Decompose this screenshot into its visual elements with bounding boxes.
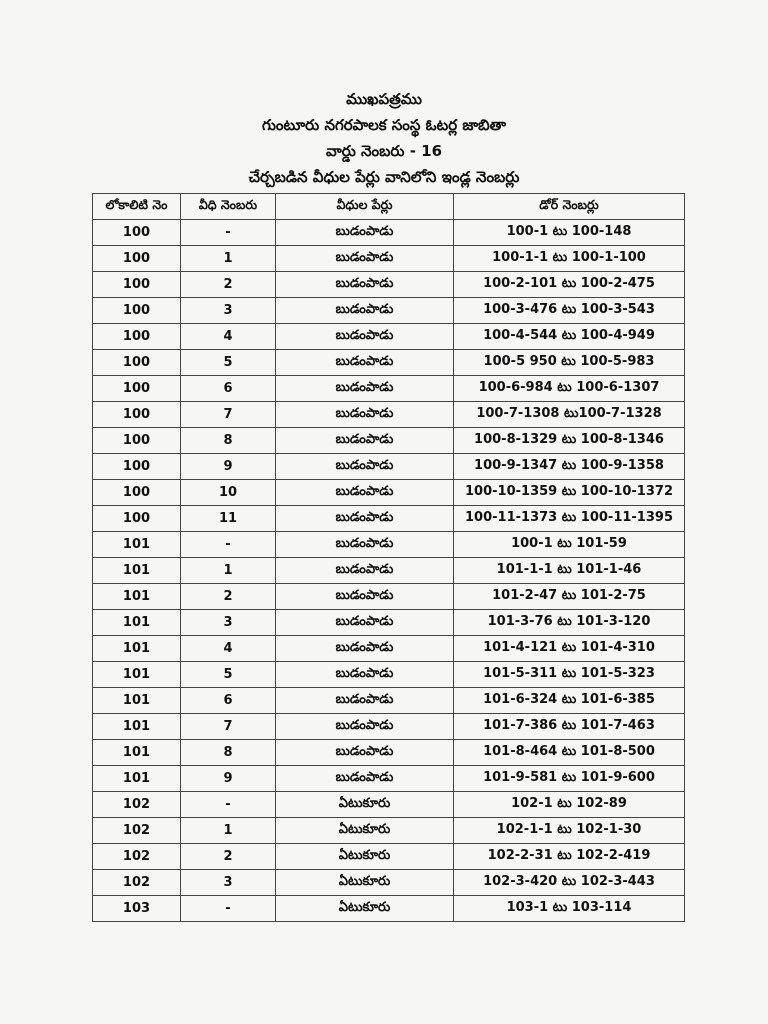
street-number-cell: 2 — [181, 584, 276, 610]
locality-cell: 103 — [93, 896, 181, 922]
street-name-cell: బుడంపాడు — [276, 298, 454, 324]
street-name-cell: బుడంపాడు — [276, 688, 454, 714]
table-row — [93, 506, 685, 532]
locality-cell: 100 — [93, 246, 181, 272]
door-numbers-cell: 102-3-420 టు 102-3-443 — [454, 870, 685, 896]
locality-cell: 102 — [93, 792, 181, 818]
street-number-cell: 5 — [181, 350, 276, 376]
door-numbers-cell: 100-1-1 టు 100-1-100 — [454, 246, 685, 272]
door-numbers-cell: 101-6-324 టు 101-6-385 — [454, 688, 685, 714]
table-row — [93, 844, 685, 870]
door-numbers-cell: 100-5 950 టు 100-5-983 — [454, 350, 685, 376]
street-name-cell: బుడంపాడు — [276, 714, 454, 740]
table-row — [93, 792, 685, 818]
door-numbers-cell: 100-1 టు 100-148 — [454, 220, 685, 246]
street-number-cell: 11 — [181, 506, 276, 532]
locality-cell: 100 — [93, 506, 181, 532]
street-number-cell: 1 — [181, 246, 276, 272]
door-numbers-cell: 100-8-1329 టు 100-8-1346 — [454, 428, 685, 454]
street-name-cell: బుడంపాడు — [276, 766, 454, 792]
locality-cell: 100 — [93, 402, 181, 428]
door-numbers-cell: 100-6-984 టు 100-6-1307 — [454, 376, 685, 402]
table-row — [93, 662, 685, 688]
locality-cell: 100 — [93, 428, 181, 454]
street-number-cell: 9 — [181, 454, 276, 480]
locality-cell: 101 — [93, 688, 181, 714]
street-name-cell: బుడంపాడు — [276, 272, 454, 298]
table-row — [93, 766, 685, 792]
table-row — [93, 454, 685, 480]
street-name-cell: బుడంపాడు — [276, 376, 454, 402]
street-name-cell: బుడంపాడు — [276, 584, 454, 610]
table-row — [93, 532, 685, 558]
locality-cell: 100 — [93, 272, 181, 298]
table-row — [93, 818, 685, 844]
door-numbers-cell: 101-5-311 టు 101-5-323 — [454, 662, 685, 688]
street-name-cell: బుడంపాడు — [276, 480, 454, 506]
street-number-cell: 8 — [181, 428, 276, 454]
door-numbers-cell: 101-3-76 టు 101-3-120 — [454, 610, 685, 636]
table-row — [93, 714, 685, 740]
door-numbers-cell: 101-9-581 టు 101-9-600 — [454, 766, 685, 792]
door-numbers-cell: 101-4-121 టు 101-4-310 — [454, 636, 685, 662]
street-name-cell: బుడంపాడు — [276, 454, 454, 480]
street-number-cell: - — [181, 792, 276, 818]
street-name-cell: బుడంపాడు — [276, 740, 454, 766]
street-number-cell: 7 — [181, 714, 276, 740]
table-row — [93, 376, 685, 402]
street-number-cell: 9 — [181, 766, 276, 792]
locality-cell: 101 — [93, 636, 181, 662]
door-numbers-cell: 102-1 టు 102-89 — [454, 792, 685, 818]
locality-cell: 101 — [93, 532, 181, 558]
door-numbers-cell: 100-11-1373 టు 100-11-1395 — [454, 506, 685, 532]
table-row — [93, 688, 685, 714]
locality-cell: 100 — [93, 376, 181, 402]
door-numbers-cell: 102-2-31 టు 102-2-419 — [454, 844, 685, 870]
locality-cell: 100 — [93, 220, 181, 246]
street-name-cell: బుడంపాడు — [276, 324, 454, 350]
document-title: గుంటూరు నగరపాలక సంస్థ ఓటర్ల జాబితా — [262, 116, 506, 134]
locality-cell: 100 — [93, 480, 181, 506]
table-row — [93, 610, 685, 636]
door-numbers-cell: 101-8-464 టు 101-8-500 — [454, 740, 685, 766]
table-row — [93, 740, 685, 766]
locality-cell: 100 — [93, 454, 181, 480]
table-row — [93, 896, 685, 922]
street-name-cell: బుడంపాడు — [276, 402, 454, 428]
column-header-door-numbers: డోర్ నెంబర్లు — [454, 194, 685, 220]
locality-cell: 101 — [93, 662, 181, 688]
door-numbers-cell: 101-2-47 టు 101-2-75 — [454, 584, 685, 610]
streets-table — [92, 193, 685, 922]
locality-cell: 101 — [93, 714, 181, 740]
cover-page-title: ముఖపత్రము — [346, 90, 422, 108]
street-name-cell: బుడంపాడు — [276, 350, 454, 376]
street-number-cell: 3 — [181, 298, 276, 324]
street-name-cell: బుడంపాడు — [276, 532, 454, 558]
street-number-cell: 1 — [181, 558, 276, 584]
street-number-cell: 5 — [181, 662, 276, 688]
street-number-cell: 6 — [181, 376, 276, 402]
table-row — [93, 558, 685, 584]
door-numbers-cell: 102-1-1 టు 102-1-30 — [454, 818, 685, 844]
locality-cell: 101 — [93, 558, 181, 584]
table-row — [93, 428, 685, 454]
locality-cell: 100 — [93, 298, 181, 324]
street-number-cell: - — [181, 896, 276, 922]
locality-cell: 101 — [93, 740, 181, 766]
street-name-cell: ఏటుకూరు — [276, 870, 454, 896]
door-numbers-cell: 100-10-1359 టు 100-10-1372 — [454, 480, 685, 506]
street-name-cell: బుడంపాడు — [276, 558, 454, 584]
locality-cell: 102 — [93, 870, 181, 896]
street-number-cell: 2 — [181, 272, 276, 298]
column-header-locality: లోకాలిటి నెం — [93, 194, 181, 220]
table-header-row — [93, 194, 685, 220]
table-row — [93, 584, 685, 610]
street-number-cell: 4 — [181, 636, 276, 662]
street-number-cell: 8 — [181, 740, 276, 766]
door-numbers-cell: 100-2-101 టు 100-2-475 — [454, 272, 685, 298]
locality-cell: 101 — [93, 584, 181, 610]
door-numbers-cell: 100-1 టు 101-59 — [454, 532, 685, 558]
street-name-cell: ఏటుకూరు — [276, 896, 454, 922]
street-number-cell: 10 — [181, 480, 276, 506]
locality-cell: 102 — [93, 818, 181, 844]
door-numbers-cell: 101-1-1 టు 101-1-46 — [454, 558, 685, 584]
street-name-cell: ఏటుకూరు — [276, 792, 454, 818]
street-number-cell: 6 — [181, 688, 276, 714]
street-number-cell: - — [181, 532, 276, 558]
street-number-cell: 3 — [181, 870, 276, 896]
door-numbers-cell: 100-9-1347 టు 100-9-1358 — [454, 454, 685, 480]
door-numbers-cell: 100-7-1308 టు100-7-1328 — [454, 402, 685, 428]
table-row — [93, 298, 685, 324]
table-caption: చేర్చబడిన వీధుల పేర్లు వానిలోని ఇండ్ల నెంబర్లు — [248, 168, 520, 186]
street-number-cell: 4 — [181, 324, 276, 350]
street-name-cell: బుడంపాడు — [276, 220, 454, 246]
street-number-cell: 3 — [181, 610, 276, 636]
locality-cell: 101 — [93, 610, 181, 636]
street-name-cell: ఏటుకూరు — [276, 844, 454, 870]
locality-cell: 101 — [93, 766, 181, 792]
street-name-cell: బుడంపాడు — [276, 662, 454, 688]
street-name-cell: బుడంపాడు — [276, 506, 454, 532]
door-numbers-cell: 100-4-544 టు 100-4-949 — [454, 324, 685, 350]
column-header-street-name: వీధుల పేర్లు — [276, 194, 454, 220]
door-numbers-cell: 101-7-386 టు 101-7-463 — [454, 714, 685, 740]
document-header — [0, 86, 768, 190]
table-row — [93, 480, 685, 506]
street-name-cell: ఏటుకూరు — [276, 818, 454, 844]
street-name-cell: బుడంపాడు — [276, 636, 454, 662]
street-name-cell: బుడంపాడు — [276, 610, 454, 636]
door-numbers-cell: 100-3-476 టు 100-3-543 — [454, 298, 685, 324]
table-row — [93, 636, 685, 662]
table-row — [93, 870, 685, 896]
table-row — [93, 402, 685, 428]
street-number-cell: 7 — [181, 402, 276, 428]
table-row — [93, 350, 685, 376]
street-name-cell: బుడంపాడు — [276, 428, 454, 454]
table-row — [93, 246, 685, 272]
locality-cell: 102 — [93, 844, 181, 870]
locality-cell: 100 — [93, 324, 181, 350]
table-row — [93, 324, 685, 350]
locality-cell: 100 — [93, 350, 181, 376]
street-number-cell: - — [181, 220, 276, 246]
street-number-cell: 2 — [181, 844, 276, 870]
table-row — [93, 272, 685, 298]
street-number-cell: 1 — [181, 818, 276, 844]
table-row — [93, 220, 685, 246]
street-name-cell: బుడంపాడు — [276, 246, 454, 272]
ward-number: వార్డు నెంబరు - 16 — [325, 142, 443, 160]
door-numbers-cell: 103-1 టు 103-114 — [454, 896, 685, 922]
column-header-street-number: వీధి నెంబరు — [181, 194, 276, 220]
